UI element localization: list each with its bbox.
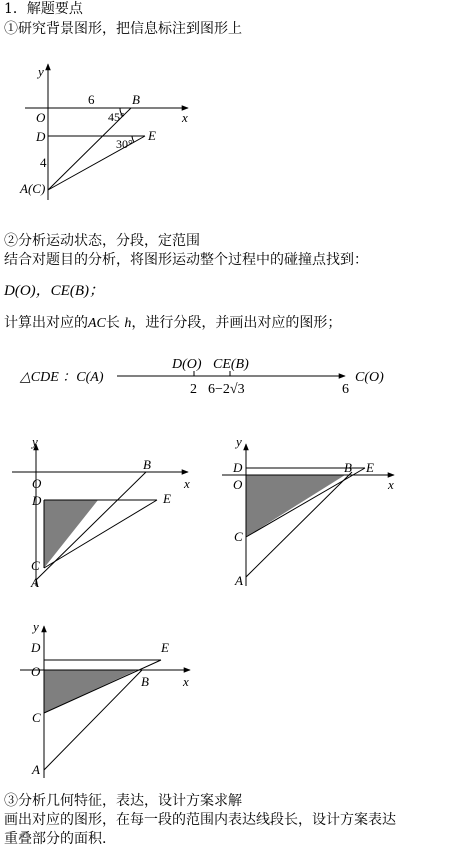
label-angle-45: 45° <box>108 110 125 124</box>
overlap-region <box>44 500 98 568</box>
label-o: O <box>31 664 41 679</box>
label-o: O <box>36 110 46 125</box>
label-x: x <box>388 477 394 492</box>
numberline-p1-value: 2 <box>190 382 197 397</box>
step3-description-1: 画出对应的图形，在每一段的范围内表达线段长，设计方案表达 <box>4 812 396 828</box>
label-e: E <box>148 128 156 143</box>
step1-heading: ①研究背景图形，把信息标注到图形上 <box>4 21 242 37</box>
label-b: B <box>141 674 149 689</box>
background-figure-labels <box>19 64 188 196</box>
numberline-end-value: 6 <box>342 382 349 397</box>
label-o: O <box>32 476 42 491</box>
figure-case-3 <box>20 619 190 778</box>
step3-description-2: 重叠部分的面积. <box>4 831 107 847</box>
calc-h: h <box>124 316 132 331</box>
label-x: x <box>184 476 190 491</box>
numberline-end-label: C(O) <box>355 370 384 385</box>
label-a: A <box>32 762 40 777</box>
label-y: y <box>32 434 38 449</box>
label-a: A <box>31 575 39 590</box>
label-e: E <box>163 491 171 506</box>
label-c: C <box>234 529 243 544</box>
collision-points: D(O)，CE(B)； <box>4 283 104 299</box>
calc-prefix: 计算出对应的 <box>4 315 88 331</box>
label-e: E <box>161 640 169 655</box>
label-y: y <box>33 619 39 634</box>
numberline-p2-label: CE(B) <box>213 357 249 372</box>
label-e: E <box>366 460 374 475</box>
step3-heading: ③分析几何特征，表达，设计方案求解 <box>4 793 242 809</box>
label-x: x <box>183 674 189 689</box>
label-d: D <box>31 640 41 655</box>
calc-var: AC <box>88 316 106 331</box>
label-x: x <box>182 110 188 125</box>
step2-heading: ②分析运动状态，分段，定范围 <box>4 233 200 249</box>
label-y: y <box>38 64 44 79</box>
label-b: B <box>143 457 151 472</box>
label-six: 6 <box>88 92 95 107</box>
label-d: D <box>36 129 46 144</box>
figure-case-1 <box>12 434 190 590</box>
numberline-prefix: △CDE ：C(A) <box>20 370 104 385</box>
number-line <box>19 357 384 397</box>
label-y: y <box>236 434 242 449</box>
label-a: A <box>235 573 243 588</box>
label-d: D <box>233 460 243 475</box>
calc-suffix: ，进行分段，并画出对应的图形； <box>131 315 342 331</box>
numberline-p2-value: 6−2√3 <box>208 382 245 397</box>
background-figure <box>25 64 188 200</box>
label-c: C <box>32 710 41 725</box>
numberline-p1-label: D(O) <box>172 357 202 372</box>
label-d: D <box>32 493 42 508</box>
label-c: C <box>31 558 40 573</box>
label-o: O <box>233 477 243 492</box>
label-a-c: A(C) <box>20 181 46 196</box>
label-b: B <box>344 460 352 475</box>
label-b: B <box>132 92 140 107</box>
label-angle-30: 30° <box>116 137 133 151</box>
section-title: 1．解题要点 <box>4 1 83 17</box>
figure-case-2 <box>222 434 394 588</box>
calc-mid: 长 <box>105 315 120 331</box>
step2-description: 结合对题目的分析，将图形运动整个过程中的碰撞点找到： <box>4 252 368 268</box>
label-four: 4 <box>40 155 47 170</box>
